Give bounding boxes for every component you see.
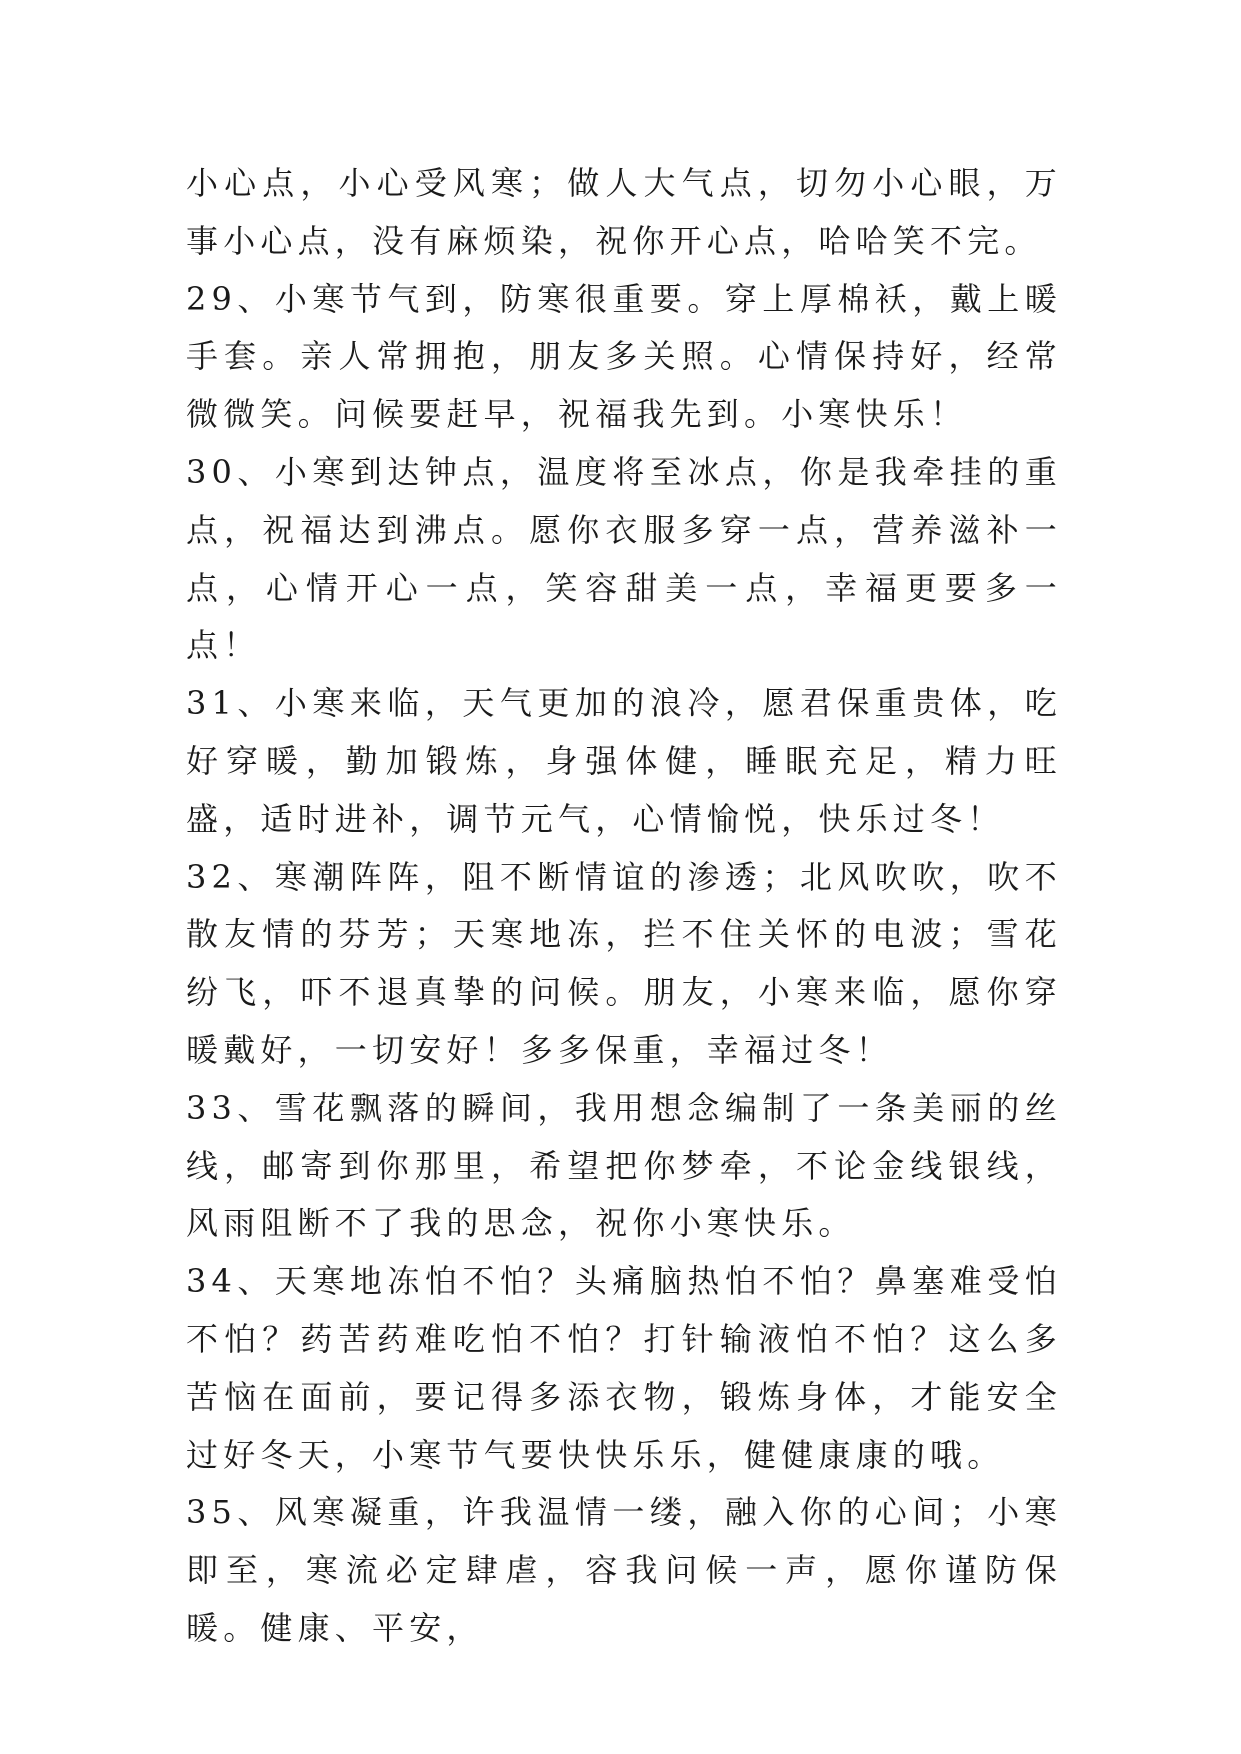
paragraph-33: 33、雪花飘落的瞬间，我用想念编制了一条美丽的丝线，邮寄到你那里，希望把你梦牵，不论金线银线，风雨阻断不了我的思念，祝你小寒快乐。 [186, 1088, 1062, 1243]
paragraph-29: 29、小寒节气到，防寒很重要。穿上厚棉袄，戴上暖手套。亲人常拥抱，朋友多关照。心情保持好，经常微微笑。问候要赶早，祝福我先到。小寒快乐！ [186, 279, 1062, 434]
document-body [186, 155, 1062, 1658]
paragraph-32: 32、寒潮阵阵，阻不断情谊的渗透；北风吹吹，吹不散友情的芬芳；天寒地冻，拦不住关怀的电波；雪花纷飞，吓不退真挚的问候。朋友，小寒来临，愿你穿暖戴好，一切安好！多多保重，幸福过冬！ [186, 857, 1062, 1069]
paragraph-30: 30、小寒到达钟点，温度将至冰点，你是我牵挂的重点，祝福达到沸点。愿你衣服多穿一点，营养滋补一点，心情开心一点，笑容甜美一点，幸福更要多一点！ [186, 452, 1062, 665]
paragraph-31: 31、小寒来临，天气更加的浪冷，愿君保重贵体，吃好穿暖，勤加锻炼，身强体健，睡眠充足，精力旺盛，适时进补，调节元气，心情愉悦，快乐过冬！ [186, 684, 1062, 838]
paragraph-35: 35、风寒凝重，许我温情一缕，融入你的心间；小寒即至，寒流必定肆虐，容我问候一声，愿你谨防保暖。健康、平安， [186, 1493, 1062, 1647]
paragraph-34: 34、天寒地冻怕不怕？头痛脑热怕不怕？鼻塞难受怕不怕？药苦药难吃怕不怕？打针输液怕不怕？这么多苦恼在面前，要记得多添衣物，锻炼身体，才能安全过好冬天，小寒节气要快快乐乐，健健康康的哦。 [186, 1262, 1062, 1474]
paragraph-continuation: 小心点，小心受风寒；做人大气点，切勿小心眼，万事小心点，没有麻烦染，祝你开心点，哈哈笑不完。 [186, 164, 1062, 260]
